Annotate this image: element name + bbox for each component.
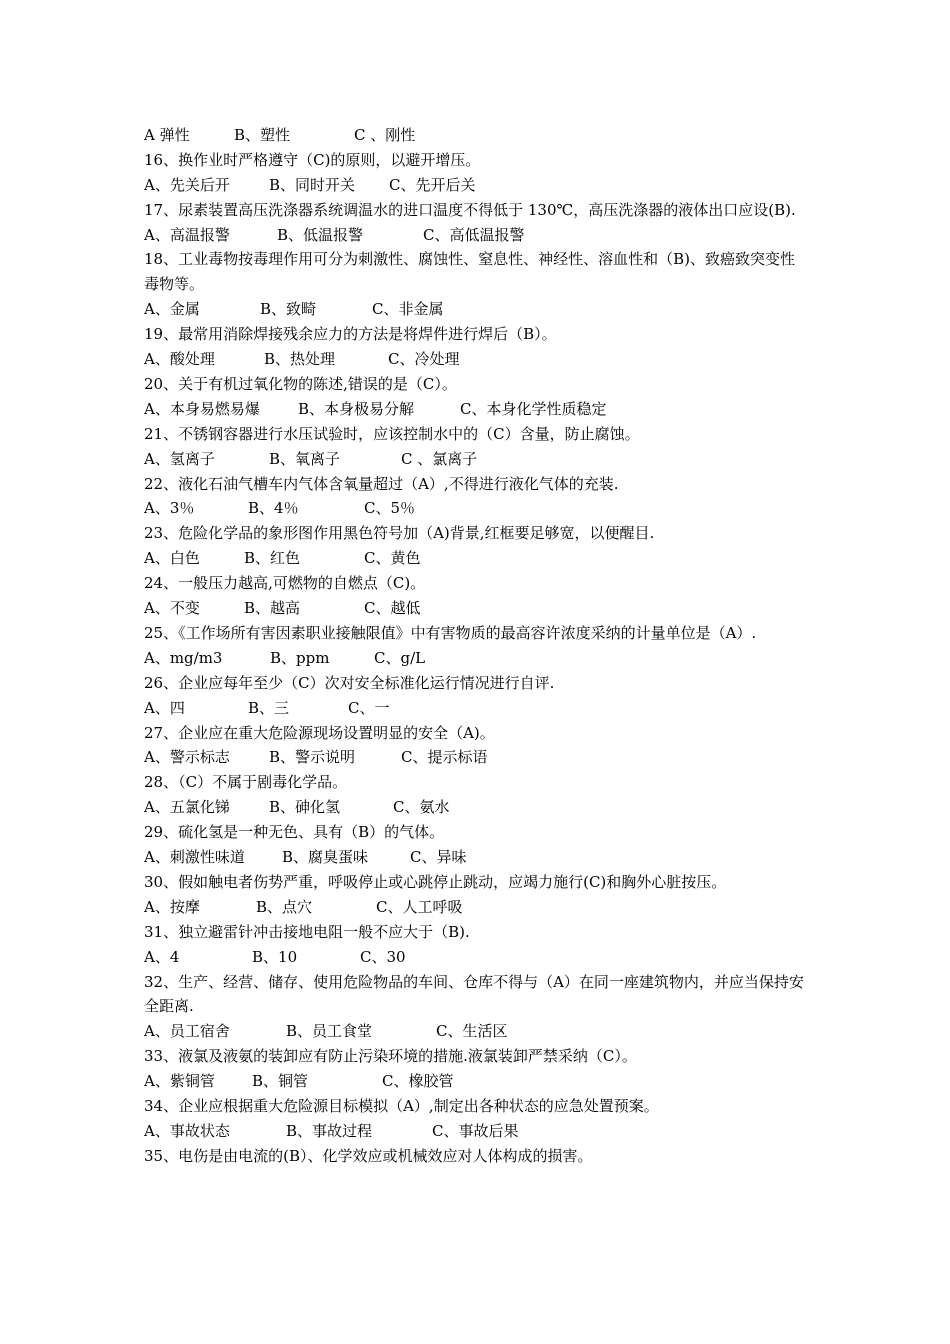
question-text (144, 198, 809, 223)
answer-option: A、白色 (144, 549, 200, 568)
question-stem: 23、危险化学品的象形图作用黑色符号加（A)背景,红框要足够宽，以便醒目. (144, 524, 655, 543)
question-text (144, 247, 809, 297)
question-stem: 17、尿素装置高压洗涤器系统调温水的进口温度不得低于 130℃，高压洗涤器的液体出口应设(B). (144, 200, 796, 219)
question-stem: 34、企业应根据重大危险源目标模拟（A）,制定出各种状态的应急处置预案。 (144, 1097, 659, 1116)
answer-options (144, 347, 809, 372)
answer-option: B、热处理 (264, 350, 336, 369)
question-stem: 31、独立避雷针冲击接地电阻一般不应大于（B). (144, 922, 470, 941)
answer-options (144, 397, 809, 422)
answer-options (144, 895, 809, 920)
question-text (144, 820, 809, 845)
answer-option: C、越低 (364, 599, 421, 618)
answer-option: A、事故状态 (144, 1121, 230, 1140)
question-text (144, 422, 809, 447)
question-text (144, 372, 809, 397)
answer-option: C、冷处理 (388, 350, 460, 369)
question-stem: 18、工业毒物按毒理作用可分为刺激性、腐蚀性、窒息性、神经性、溶血性和（B)、致癌致突变性毒物等。 (144, 250, 795, 294)
answer-option: A、员工宿舍 (144, 1022, 230, 1041)
answer-option: C、生活区 (436, 1022, 508, 1041)
answer-option: A、刺激性味道 (144, 848, 245, 867)
question-text (144, 322, 809, 347)
answer-option: B、塑性 (234, 126, 291, 144)
question-text (144, 970, 809, 1020)
answer-options (144, 496, 809, 521)
answer-option: A、4 (144, 947, 180, 966)
answer-options (144, 546, 809, 571)
answer-option: C、橡胶管 (382, 1072, 454, 1091)
question-stem: 16、换作业时严格遵守（C)的原则，以避开增压。 (144, 150, 481, 169)
question-stem: 27、企业应在重大危险源现场设置明显的安全（A)。 (144, 723, 495, 742)
question-stem: 29、硫化氢是一种无色、具有（B）的气体。 (144, 823, 445, 842)
answer-option: C、事故后果 (432, 1121, 519, 1140)
answer-options (144, 1069, 809, 1094)
answer-option: A、酸处理 (144, 350, 215, 369)
answer-option: C、g/L (374, 648, 426, 667)
answer-options (144, 123, 809, 148)
answer-options (144, 297, 809, 322)
answer-option: A、氢离子 (144, 449, 215, 468)
answer-option: C、提示标语 (401, 748, 488, 767)
question-stem: 30、假如触电者伤势严重，呼吸停止或心跳停止跳动，应竭力施行(C)和胸外心脏按压。 (144, 872, 727, 891)
answer-option: B、腐臭蛋味 (282, 848, 369, 867)
answer-option: B、4％ (248, 499, 299, 518)
answer-option: A、高温报警 (144, 225, 230, 244)
question-stem: 33、液氯及液氨的装卸应有防止污染环境的措施.液氯装卸严禁采纳（C）。 (144, 1047, 637, 1066)
answer-options (144, 447, 809, 472)
question-stem: 22、液化石油气槽车内气体含氧量超过（A）,不得进行液化气体的充装. (144, 474, 619, 493)
answer-option: B、点穴 (256, 897, 313, 916)
answer-option: C、非金属 (372, 300, 444, 319)
answer-option: A、四 (144, 698, 185, 717)
answer-option: C 、氯离子 (401, 449, 478, 468)
answer-options (144, 596, 809, 621)
question-text (144, 521, 809, 546)
answer-option: B、本身极易分解 (298, 399, 415, 418)
answer-options (144, 223, 809, 248)
answer-option: B、红色 (244, 549, 301, 568)
answer-option: C 、刚性 (354, 126, 416, 144)
question-stem: 35、电伤是由电流的(B）、化学效应或机械效应对人体构成的损害。 (144, 1146, 593, 1165)
answer-option: C、黄色 (364, 549, 421, 568)
answer-option: A、3％ (144, 499, 195, 518)
question-stem: 21、不锈钢容器进行水压试验时，应该控制水中的（C）含量，防止腐蚀。 (144, 424, 640, 443)
answer-option: B、10 (252, 947, 298, 966)
answer-option: B、致畸 (260, 300, 317, 319)
answer-options (144, 845, 809, 870)
answer-options (144, 945, 809, 970)
answer-option: A、先关后开 (144, 175, 230, 194)
question-text (144, 621, 809, 646)
answer-option: A、金属 (144, 300, 200, 319)
question-text (144, 472, 809, 497)
question-text (144, 770, 809, 795)
answer-option: A、警示标志 (144, 748, 230, 767)
answer-options (144, 1119, 809, 1144)
answer-option: B、铜管 (252, 1072, 309, 1091)
answer-option: B、事故过程 (286, 1121, 373, 1140)
question-text (144, 920, 809, 945)
answer-option: A 弹性 (144, 126, 190, 144)
answer-options (144, 696, 809, 721)
answer-option: C、30 (360, 947, 406, 966)
answer-option: B、员工食堂 (286, 1022, 373, 1041)
question-stem: 25、《工作场所有害因素职业接触限值》中有害物质的最高容许浓度采纳的计量单位是（A）. (144, 623, 757, 642)
answer-option: A、本身易燃易爆 (144, 399, 260, 418)
answer-option: C、一 (348, 698, 390, 717)
answer-option: C、异味 (410, 848, 467, 867)
answer-option: C、先开后关 (389, 175, 476, 194)
answer-option: A、按摩 (144, 897, 200, 916)
question-text (144, 671, 809, 696)
question-stem: 20、关于有机过氧化物的陈述,错误的是（C）。 (144, 374, 457, 393)
answer-options (144, 173, 809, 198)
question-list (144, 123, 809, 1169)
question-stem: 32、生产、经营、储存、使用危险物品的车间、仓库不得与（A）在同一座建筑物内，并应当保持安全距离. (144, 972, 804, 1016)
answer-option: C、氨水 (393, 798, 450, 817)
answer-option: B、同时开关 (269, 175, 356, 194)
answer-options (144, 646, 809, 671)
answer-option: A、紫铜管 (144, 1072, 215, 1091)
question-text (144, 721, 809, 746)
answer-option: B、ppm (270, 648, 330, 667)
question-stem: 19、最常用消除焊接残余应力的方法是将焊件进行焊后（B）。 (144, 325, 557, 344)
answer-option: C、5％ (364, 499, 416, 518)
answer-option: B、三 (248, 698, 290, 717)
answer-option: C、高低温报警 (423, 225, 525, 244)
question-text (144, 870, 809, 895)
answer-option: B、警示说明 (269, 748, 356, 767)
answer-options (144, 745, 809, 770)
answer-option: A、mg/m3 (144, 648, 223, 667)
question-text (144, 148, 809, 173)
question-text (144, 1094, 809, 1119)
answer-option: A、不变 (144, 599, 200, 618)
answer-option: B、砷化氢 (269, 798, 341, 817)
question-stem: 24、一般压力越高,可燃物的自燃点（C)。 (144, 574, 426, 593)
question-text (144, 571, 809, 596)
question-text (144, 1044, 809, 1069)
answer-option: A、五氯化锑 (144, 798, 230, 817)
answer-options (144, 795, 809, 820)
answer-option: B、低温报警 (277, 225, 364, 244)
question-text (144, 1144, 809, 1169)
answer-option: B、氧离子 (269, 449, 341, 468)
question-stem: 26、企业应每年至少（C）次对安全标准化运行情况进行自评. (144, 673, 555, 692)
answer-options (144, 1019, 809, 1044)
answer-option: B、越高 (244, 599, 301, 618)
question-stem: 28、（C）不属于剧毒化学品。 (144, 773, 348, 792)
answer-option: C、人工呼吸 (376, 897, 463, 916)
answer-option: C、本身化学性质稳定 (460, 399, 607, 418)
